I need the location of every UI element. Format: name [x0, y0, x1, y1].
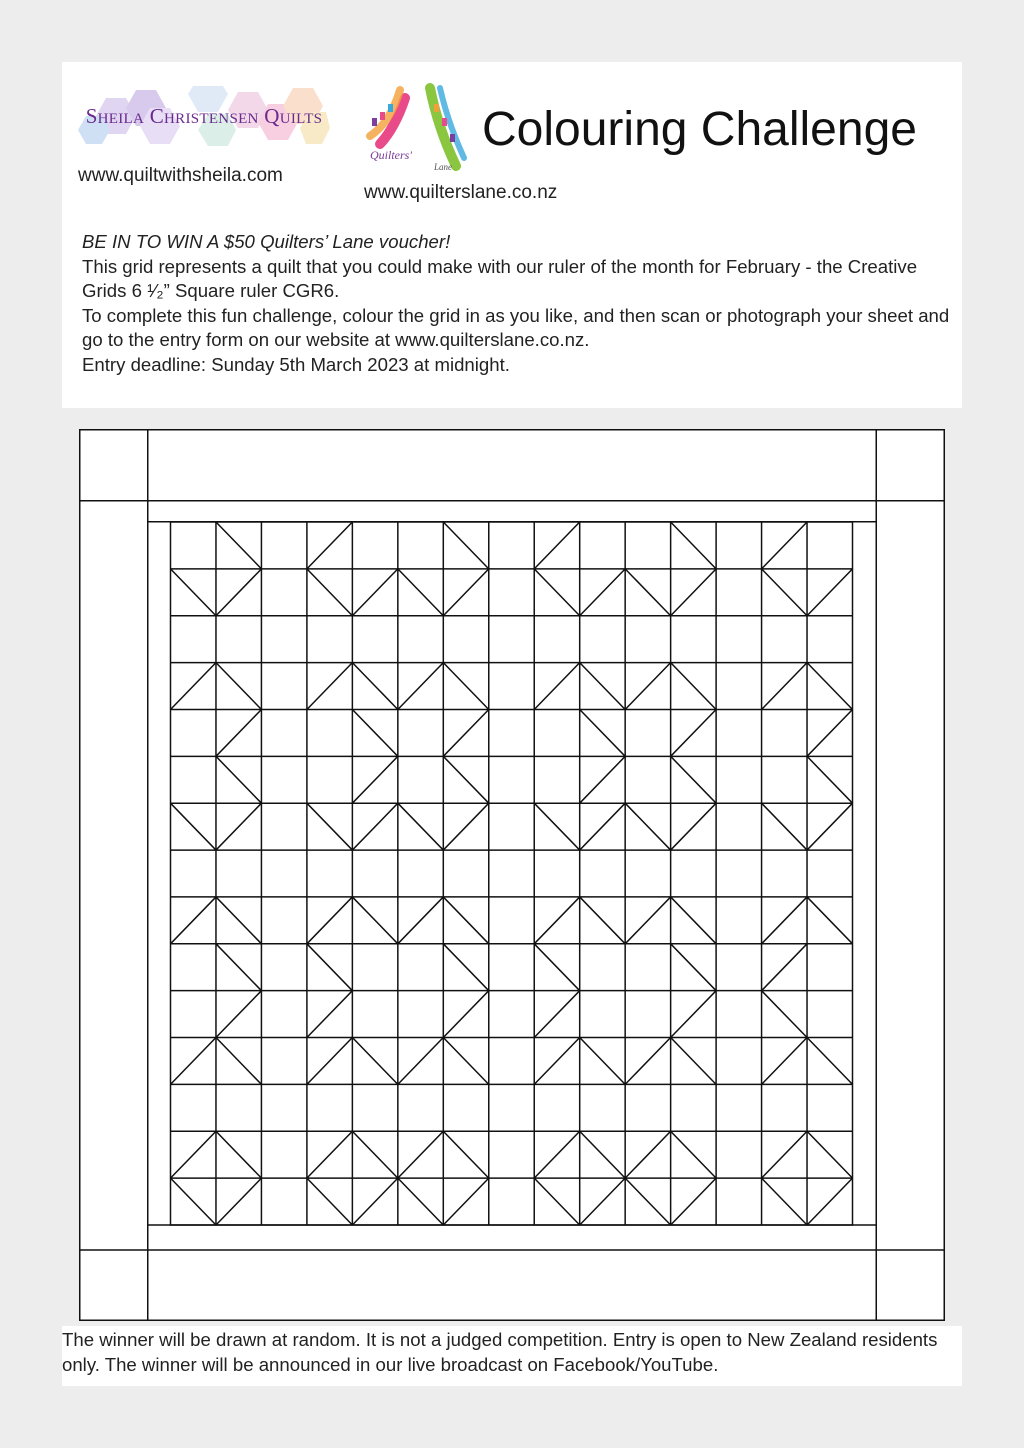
- footer-text: The winner will be drawn at random. It is not a judged competition. Entry is open to New Zealand residents only. The winner will be announced in our live broadcast on Facebook/YouTube.: [62, 1329, 938, 1375]
- header-card: [62, 62, 962, 408]
- intro-line-3: Entry deadline: Sunday 5th March 2023 at midnight.: [82, 353, 510, 375]
- intro-lead: BE IN TO WIN A $50 Quilters’ Lane voucher!: [82, 231, 451, 252]
- quilters-lane-logo-subtext: Lane: [434, 162, 452, 172]
- footer-card: [62, 1326, 962, 1386]
- sheila-logo-text: Sheila Christensen Quilts: [85, 103, 323, 128]
- quilters-lane-url[interactable]: www.quilterslane.co.nz: [364, 182, 558, 203]
- quilt-outer-border[interactable]: [80, 430, 945, 1321]
- quilters-lane-logo-text: Quilters': [370, 148, 412, 162]
- intro-line-2: To complete this fun challenge, colour the grid in as you like, and then scan or photograph your sheet and go to the entry form on our website at www.quilterslane.co.nz.: [82, 304, 950, 350]
- intro-line-1: This grid represents a quilt that you could make with our ruler of the month for February - the Creative Grids 6 ¹⁄₂” Square ruler CGR6.: [82, 255, 918, 301]
- sheila-url[interactable]: www.quiltwithsheila.com: [78, 165, 283, 186]
- page-title: Colouring Challenge: [482, 103, 917, 156]
- intro-text: [82, 230, 952, 377]
- quilters-lane-logo: [360, 78, 470, 178]
- quilt-colouring-grid[interactable]: [79, 429, 945, 1321]
